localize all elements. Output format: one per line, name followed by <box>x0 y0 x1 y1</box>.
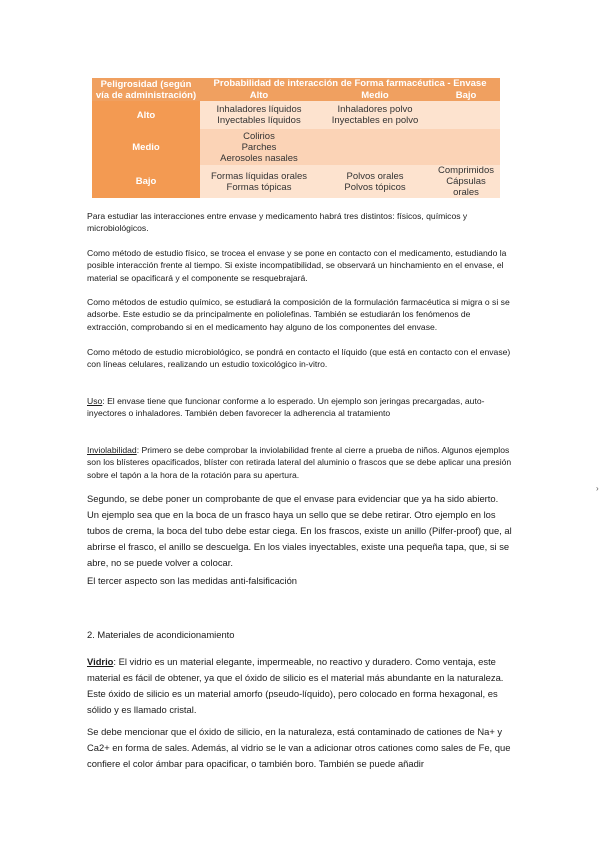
paragraph-intro: Para estudiar las interacciones entre envase y medicamento habrá tres distintos: físicos, químicos y microbiológicos. <box>87 211 468 234</box>
text-uso: : El envase tiene que funcionar conforme a lo esperado. Un ejemplo son jeringas precargadas, auto-inyectores o inhaladores. También deben favorecer la adherencia al tratamiento <box>87 396 485 419</box>
paragraph-inviolabilidad <box>87 444 512 481</box>
text-inviolabilidad: : Primero se debe comprobar la inviolabilidad frente al cierre a prueba de niños. Algunos ejemplos son los blísteres opacificados, blíster con retirada lateral del aluminio o frascos que se debe aplicar una presión sobre el tapón a la hora de la rotación para su apertura. <box>87 445 512 480</box>
table-cell: Inhaladores polvo Inyectables en polvo <box>318 101 432 129</box>
section-heading: 2. Materiales de acondicionamiento <box>87 629 235 640</box>
row-label-medio: Medio <box>92 129 200 165</box>
table-cell: Colirios Parches Aerosoles nasales <box>200 129 318 165</box>
table-cell <box>432 101 500 129</box>
risk-table <box>92 78 500 198</box>
paragraph-uso <box>87 395 512 420</box>
paragraph-oxido: Se debe mencionar que el óxido de silicio, en la naturaleza, está contaminado de cationes de Na+ y Ca2+ en forma de sales. Además, al vidrio se le van a adicionar otros cationes como sales de Fe, que confiere el color ámbar para opacificar, o también boro. También se puede añadir <box>87 726 511 769</box>
table-col-alto: Alto <box>200 90 318 101</box>
table-col-medio: Medio <box>318 90 432 101</box>
page-edge-mark: › <box>596 484 599 493</box>
text-vidrio: : El vidrio es un material elegante, impermeable, no reactivo y duradero. Como ventaja, este material es fácil de obtener, ya que el óxido de silicio es el material más abundante en la naturaleza. Este óxido de silicio es un material amorfo (pseudo-líquido), pero colocado en forma hexagonal, es sólido y es llamado cristal. <box>87 656 504 715</box>
paragraph-physical: Como método de estudio físico, se trocea el envase y se pone en contacto con el medicamento, estudiando la posible interacción frente al tiempo. Si existe incompatibilidad, se observará un hinchamiento en el envase, el material se opacificará y el componente se resquebrajará. <box>87 248 507 283</box>
paragraph-tercer: El tercer aspecto son las medidas anti-falsificación <box>87 575 297 586</box>
label-uso: Uso <box>87 396 103 406</box>
table-header-probability: Probabilidad de interacción de Forma farmacéutica - Envase <box>200 78 500 90</box>
table-header-hazard: Peligrosidad (según vía de administración) <box>92 78 200 101</box>
row-label-bajo: Bajo <box>92 165 200 198</box>
paragraph-vidrio <box>87 654 512 718</box>
paragraph-segundo: Segundo, se debe poner un comprobante de que el envase para evidenciar que ya ha sido abierto. Un ejemplo sea que en la boca de un frasco haya un sello que se debe retirar. Otro ejemplo en los tubos de crema, la boca del tubo debe estar ciega. En los frascos, existe un anillo (Pilfer-proof) que, al abrirse el frasco, el anillo se descuelga. En los viales inyectables, existe una pequeña tapa, que, si se abre, no se puede volver a colocar. <box>87 493 512 568</box>
table-cell <box>318 129 432 165</box>
table-cell: Polvos orales Polvos tópicos <box>318 165 432 198</box>
paragraph-chemical: Como métodos de estudio químico, se estudiará la composición de la formulación farmacéutica si migra o si se adsorbe. Este estudio se da principalmente en poliolefinas. También se estudiarán los fenómenos de extracción, comprobando si en el medicamento hay alguno de los componentes del envase. <box>87 297 510 332</box>
table-col-bajo: Bajo <box>432 90 500 101</box>
paragraph-microbiological: Como método de estudio microbiológico, se pondrá en contacto el líquido (que está en contacto con el envase) con líneas celulares, realizando un estudio toxicológico in-vitro. <box>87 347 511 370</box>
table-cell: Inhaladores líquidos Inyectables líquidos <box>200 101 318 129</box>
label-inviolabilidad: Inviolabilidad <box>87 445 137 455</box>
label-vidrio: Vidrio <box>87 656 114 667</box>
table-cell: Formas líquidas orales Formas tópicas <box>200 165 318 198</box>
table-cell <box>432 129 500 165</box>
table-cell: Comprimidos Cápsulas orales <box>432 165 500 198</box>
row-label-alto: Alto <box>92 101 200 129</box>
